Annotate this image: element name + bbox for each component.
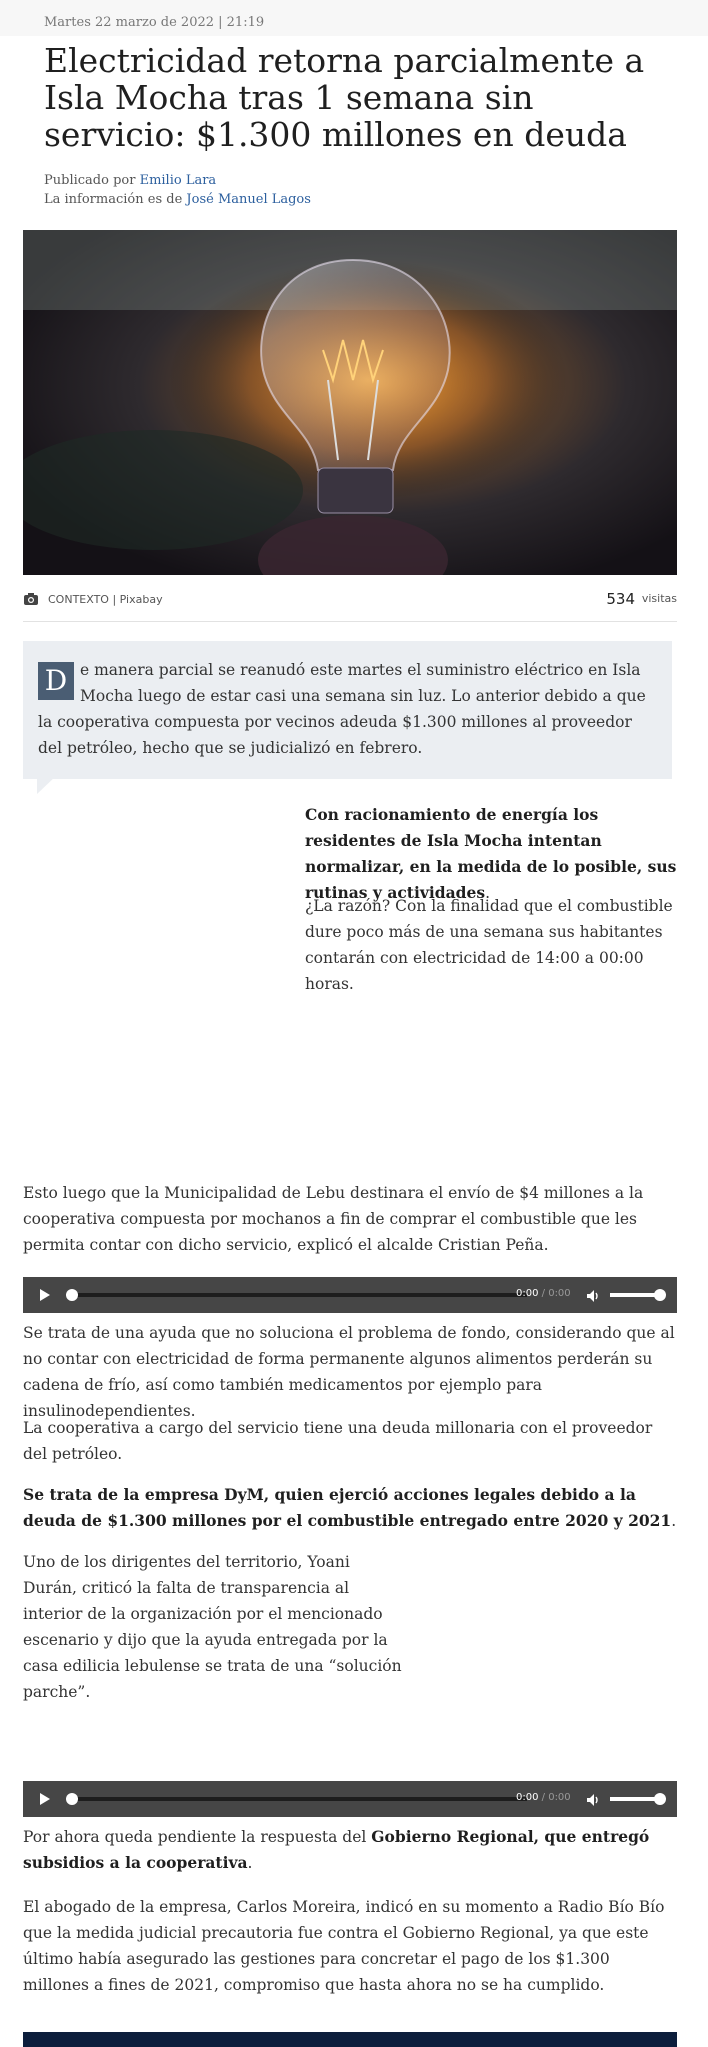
audio-progress-track[interactable] — [71, 1293, 527, 1297]
lead-callout-tail — [37, 775, 57, 794]
published-prefix: Publicado por — [44, 173, 136, 188]
audio-time: 0:00 / 0:00 — [516, 1288, 571, 1299]
paragraph-2: ¿La razón? Con la finalidad que el combustible dure poco más de una semana sus habitantes contarán con electricidad de 14:00 a 00:00 horas. — [305, 897, 673, 993]
volume-icon[interactable] — [586, 1792, 600, 1811]
camera-icon — [23, 591, 39, 610]
audio-time: 0:00 / 0:00 — [516, 1792, 571, 1803]
volume-handle[interactable] — [654, 1289, 666, 1301]
paragraph-4: Se trata de una ayuda que no soluciona el problema de fondo, considerando que al no contar con electricidad de forma permanente algunos alimentos perderán su cadena de frío, así como también medicamentos por ejemplo para insulinodependientes. — [23, 1324, 675, 1420]
volume-slider[interactable] — [610, 1797, 660, 1801]
paragraph-5: La cooperativa a cargo del servicio tiene una deuda millonaria con el proveedor del petróleo. — [23, 1419, 653, 1463]
byline — [44, 171, 311, 209]
visits-label: visitas — [641, 592, 677, 605]
paragraph-8: Por ahora queda pendiente la respuesta del Gobierno Regional, que entregó subsidios a la cooperativa. — [23, 1827, 650, 1872]
paragraph-3: Esto luego que la Municipalidad de Lebu destinara el envío de $4 millones a la cooperativa compuesta por mochanos a fin de comprar el combustible que les permita contar con dicho servicio, explicó el alcalde Cristian Peña. — [23, 1184, 644, 1254]
paragraph-6: Se trata de la empresa DyM, quien ejerció acciones legales debido a la deuda de $1.300 millones por el combustible entregado entre 2020 y 2021. — [23, 1485, 677, 1530]
paragraph-7: Uno de los dirigentes del territorio, Yoani Durán, criticó la falta de transparencia al interior de la organización por el mencionado escenario y dijo que la ayuda entregada por la casa edilicia lebulense se trata de una “solución parche”. — [23, 1553, 402, 1701]
hero-image — [23, 230, 677, 575]
author-link[interactable]: Emilio Lara — [139, 173, 217, 188]
publish-date: Martes 22 marzo de 2022 | 21:19 — [44, 15, 265, 30]
audio-progress-handle[interactable] — [66, 1793, 78, 1805]
image-credit: CONTEXTO | Pixabay — [48, 593, 163, 606]
dropcap: D — [38, 662, 74, 700]
audio-player-2 — [23, 1781, 677, 1817]
paragraph-6-bold: Se trata de la empresa DyM, quien ejerció acciones legales debido a la deuda de $1.300 millones por el combustible entregado entre 2020 y 2021 — [23, 1485, 672, 1530]
volume-handle[interactable] — [654, 1793, 666, 1805]
audio-progress-handle[interactable] — [66, 1289, 78, 1301]
audio-progress-track[interactable] — [71, 1797, 527, 1801]
article-title: Electricidad retorna parcialmente a Isla Mocha tras 1 semana sin servicio: $1.300 millones en deuda — [44, 41, 645, 154]
play-button[interactable] — [40, 1289, 50, 1301]
lightbulb-illustration — [23, 230, 677, 575]
volume-slider[interactable] — [610, 1293, 660, 1297]
audio-player-1 — [23, 1277, 677, 1313]
lead-text: e manera parcial se reanudó este martes el suministro eléctrico en Isla Mocha luego de estar casi una semana sin luz. Lo anterior debido a que la cooperativa compuesta por vecinos adeuda $1.300 millones al proveedor del petróleo, hecho que se judicializó en febrero. — [38, 661, 646, 757]
paragraph-9: El abogado de la empresa, Carlos Moreira, indicó en su momento a Radio Bío Bío que la medida judicial precautoria fue contra el Gobierno Regional, ya que este último había asegurado las gestiones para concretar el pago de los $1.300 millones a fines de 2021, compromiso que hasta ahora no se ha cumplido. — [23, 1898, 665, 1994]
info-prefix: La información es de — [44, 192, 183, 207]
source-author-link[interactable]: José Manuel Lagos — [186, 192, 311, 207]
volume-icon[interactable] — [586, 1288, 600, 1307]
image-caption-row — [23, 585, 677, 622]
paragraph-1: Con racionamiento de energía los residentes de Isla Mocha intentan normalizar, en la medida de lo posible, sus rutinas y actividades. — [305, 805, 677, 902]
published-by-line — [44, 171, 311, 190]
paragraph-8-bold: Gobierno Regional, que entregó subsidios a la cooperativa — [23, 1827, 650, 1872]
visits-count: 534 — [606, 590, 635, 608]
lead-paragraph — [23, 641, 672, 779]
info-source-line — [44, 190, 311, 209]
play-button[interactable] — [40, 1793, 50, 1805]
embedded-media-top-edge — [23, 2032, 677, 2047]
paragraph-1-bold: Con racionamiento de energía los residentes de Isla Mocha intentan normalizar, en la medida de lo posible, sus rutinas y actividades — [305, 805, 677, 902]
